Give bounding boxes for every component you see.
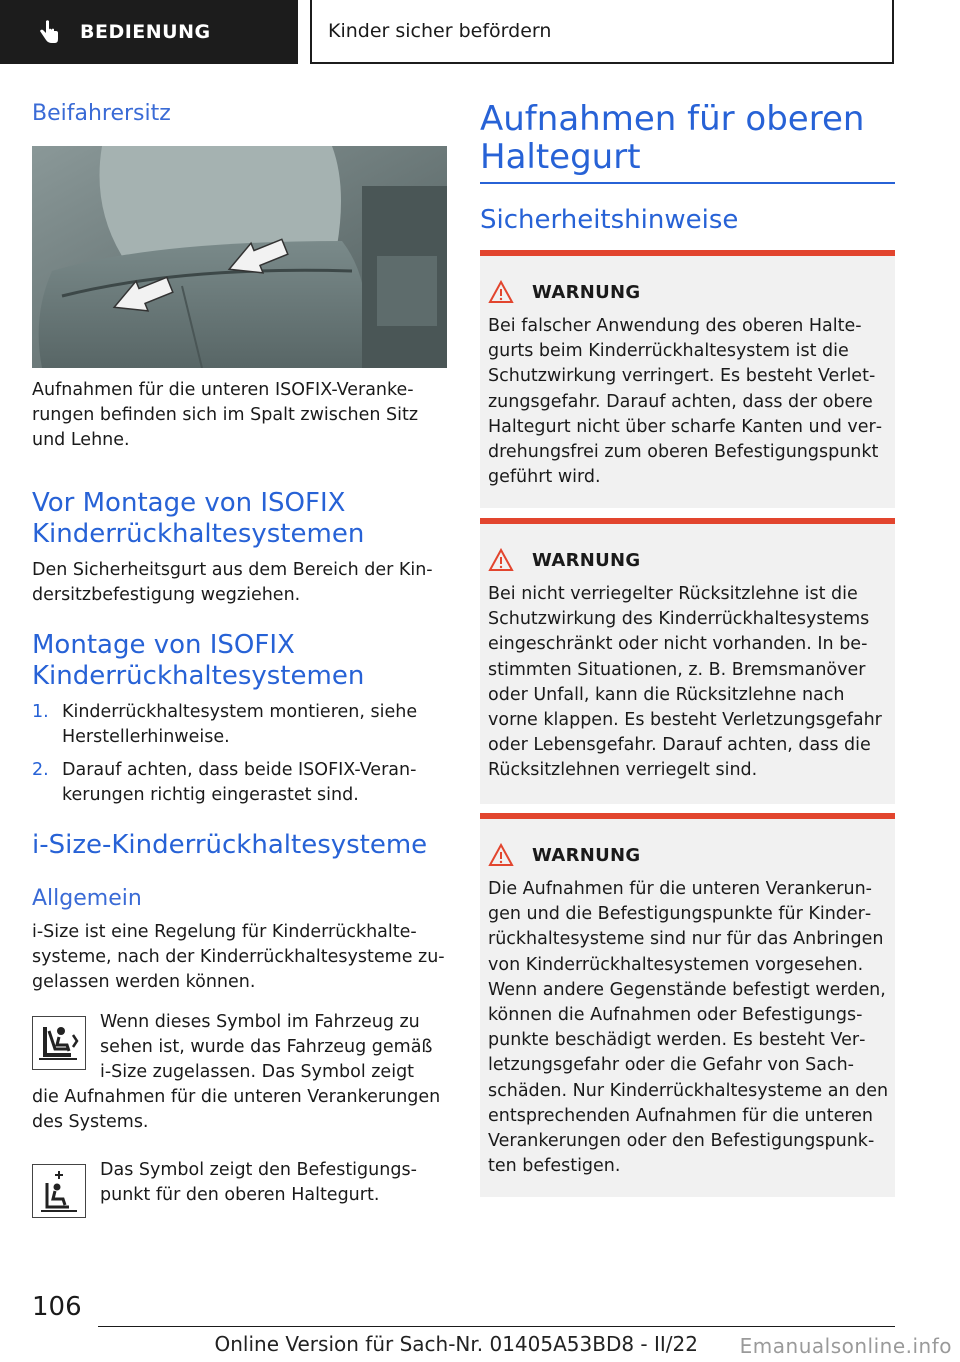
warning-box: [480, 813, 895, 1197]
warning-text: Bei nicht verriegelter Rücksitzlehne ist die Schutzwirkung des Kinderrückhaltesystems eingeschränkt oder nicht vorhanden. In bestimmten Situationen, z. B. Bremsmanöver oder Unfall, kann die Rücksitzlehne nach vorne klappen. Es besteht Verletzungsgefahr oder Lebensgefahr. Darauf achten, dass die Rücksitzlehnen verriegelt sind.: [488, 584, 882, 781]
warning-label: WARNUNG: [532, 281, 641, 303]
chapter-title: Kinder sicher befördern: [328, 20, 552, 42]
warning-box: [480, 250, 895, 508]
list-item: [32, 700, 447, 750]
beifahrersitz-heading: Beifahrersitz: [32, 101, 171, 126]
symbol1-text-continued: die Aufnahmen für die unteren Verankerungen des Systems.: [32, 1087, 441, 1132]
warning-header: [488, 548, 640, 572]
online-version-note: Online Version für Sach-Nr. 01405A53BD8 - II/22: [214, 1332, 698, 1356]
isize-child-seat-icon: [32, 1016, 86, 1070]
warning-triangle-icon: [488, 548, 514, 572]
step-number: 1.: [32, 702, 49, 722]
step-text: Darauf achten, dass beide ISOFIX-Verankerungen richtig eingerastet sind.: [62, 760, 417, 805]
page-header: [0, 0, 960, 66]
sicherheitshinweise-heading: Sicherheitshinweise: [480, 205, 739, 235]
chapter-tab: [310, 0, 894, 64]
vor-montage-heading: Vor Montage von ISOFIX Kinderrückhaltesystemen: [32, 488, 365, 550]
step-number: 2.: [32, 760, 49, 780]
step-text: Kinderrückhaltesystem montieren, siehe Herstellerhinweise.: [62, 702, 418, 747]
montage-heading: Montage von ISOFIX Kinderrückhaltesystemen: [32, 630, 365, 692]
watermark: Emanualsonline.info: [739, 1334, 952, 1358]
warning-header: [488, 843, 640, 867]
warning-box: [480, 518, 895, 804]
main-heading: Aufnahmen für oberen Haltegurt: [480, 99, 865, 178]
warning-text: Bei falscher Anwendung des oberen Haltegurts beim Kinderrückhaltesystem ist die Schutzwirkung verringert. Es besteht Verletzungsgefahr. Darauf achten, dass der obere Haltegurt nicht über scharfe Kanten und verdrehungsfrei zum oberen Befestigungspunkt geführt wird.: [488, 316, 883, 488]
warning-text: Die Aufnahmen für die unteren Verankerungen und die Befestigungspunkte für Kinderrückhaltesysteme sind nur für das Anbringen von Kinderrückhaltesystemen vorgesehen. Wenn andere Gegenstände befestigt werden, können die Aufnahmen oder Befestigungspunkte beschädigt werden. Es besteht Verletzungsgefahr oder die Gefahr von Sachschäden. Nur Kinderrückhaltesysteme an den entsprechenden Aufnahmen für die unteren Verankerungen oder den Befestigungspunkten befestigen.: [488, 879, 889, 1177]
seat-isofix-photo: [32, 146, 447, 368]
heading-divider: [480, 182, 895, 184]
warning-label: WARNUNG: [532, 844, 641, 866]
montage-steps: [32, 700, 447, 816]
allgemein-text: i-Size ist eine Regelung für Kinderrückhaltesysteme, nach der Kinderrückhaltesysteme zugelassen werden können.: [32, 922, 445, 992]
hand-pointer-icon: [34, 18, 62, 46]
warning-triangle-icon: [488, 280, 514, 304]
warning-triangle-icon: [488, 843, 514, 867]
symbol1-text: Wenn dieses Symbol im Fahrzeug zu sehen ist, wurde das Fahrzeug gemäß i-Size zugelassen. Das Symbol zeigt: [100, 1012, 433, 1082]
footer-divider: [98, 1326, 895, 1327]
section-tab[interactable]: [0, 0, 298, 64]
photo-caption: Aufnahmen für die unteren ISOFIX-Verankerungen befinden sich im Spalt zwischen Sitz und Lehne.: [32, 380, 419, 450]
top-tether-icon: [32, 1164, 86, 1218]
isize-heading: i-Size-Kinderrückhaltesysteme: [32, 830, 428, 860]
warning-header: [488, 280, 640, 304]
seat-photo-illustration: [32, 146, 447, 368]
vor-montage-text: Den Sicherheitsgurt aus dem Bereich der Kindersitzbefestigung wegziehen.: [32, 560, 433, 605]
list-item: [32, 758, 447, 808]
page-number: 106: [32, 1292, 82, 1322]
symbol2-text: Das Symbol zeigt den Befestigungspunkt für den oberen Haltegurt.: [100, 1160, 417, 1205]
section-label: BEDIENUNG: [80, 21, 211, 43]
warning-label: WARNUNG: [532, 549, 641, 571]
allgemein-heading: Allgemein: [32, 886, 142, 911]
